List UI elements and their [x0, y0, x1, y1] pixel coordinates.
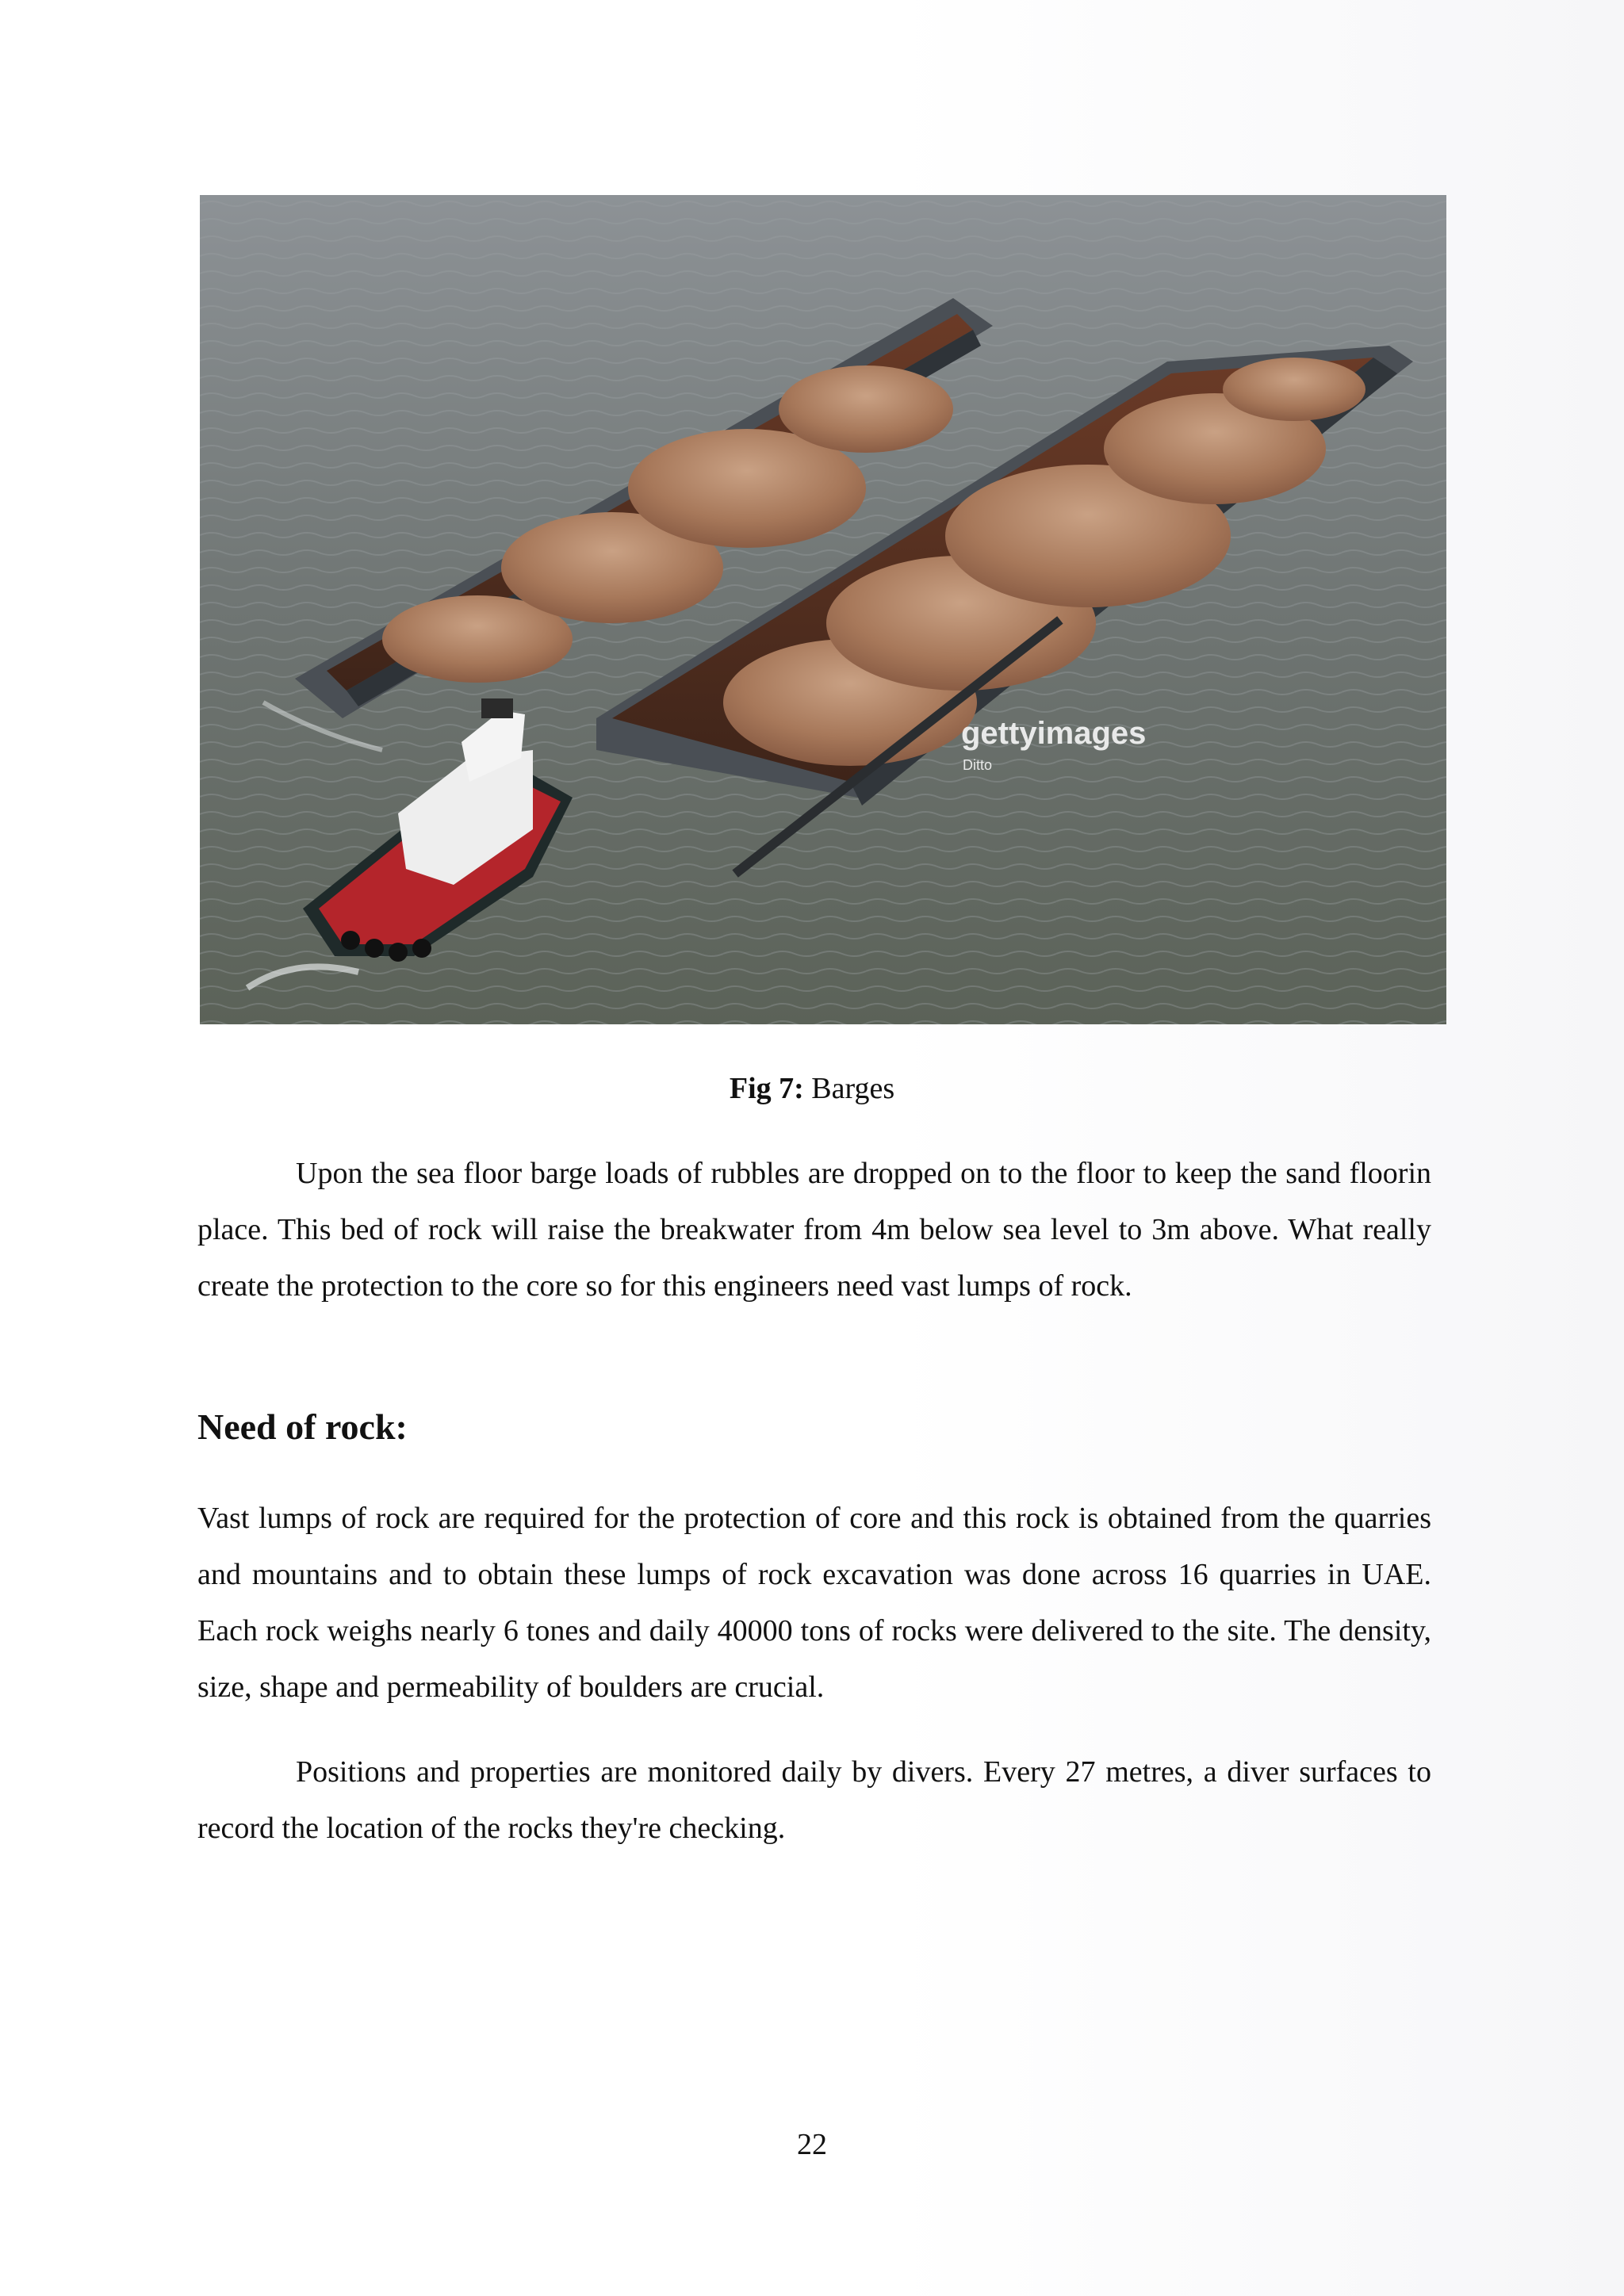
caption-label: Fig 7:	[729, 1072, 804, 1105]
caption-text: Barges	[811, 1072, 895, 1105]
figure-caption	[0, 1069, 1624, 1108]
barges-photo	[200, 195, 1446, 1024]
watermark-brand: gettyimages	[961, 716, 1147, 751]
paragraph-rock: Vast lumps of rock are required for the protection of core and this rock is obtained from the quarries and mountains and to obtain these lumps of rock excavation was done across 16 quarries in UAE. Each rock weighs nearly 6 tones and daily 40000 tons of rocks were delivered to the site. The density, size, shape and permeability of boulders are crucial.	[197, 1502, 1431, 1704]
paragraph-divers: Positions and properties are monitored daily by divers. Every 27 metres, a diver surfaces to record the location of the rocks they're checking.	[197, 1755, 1431, 1845]
watermark-sub: Ditto	[963, 757, 993, 773]
section-heading: Need of rock:	[197, 1406, 408, 1447]
page-number: 22	[797, 2128, 827, 2161]
paragraph-rubble: Upon the sea floor barge loads of rubbles are dropped on to the floor to keep the sand floorin place. This bed of rock will raise the breakwater from 4m below sea level to 3m above. What really create the protection to the core so for this engineers need vast lumps of rock.	[197, 1157, 1431, 1303]
